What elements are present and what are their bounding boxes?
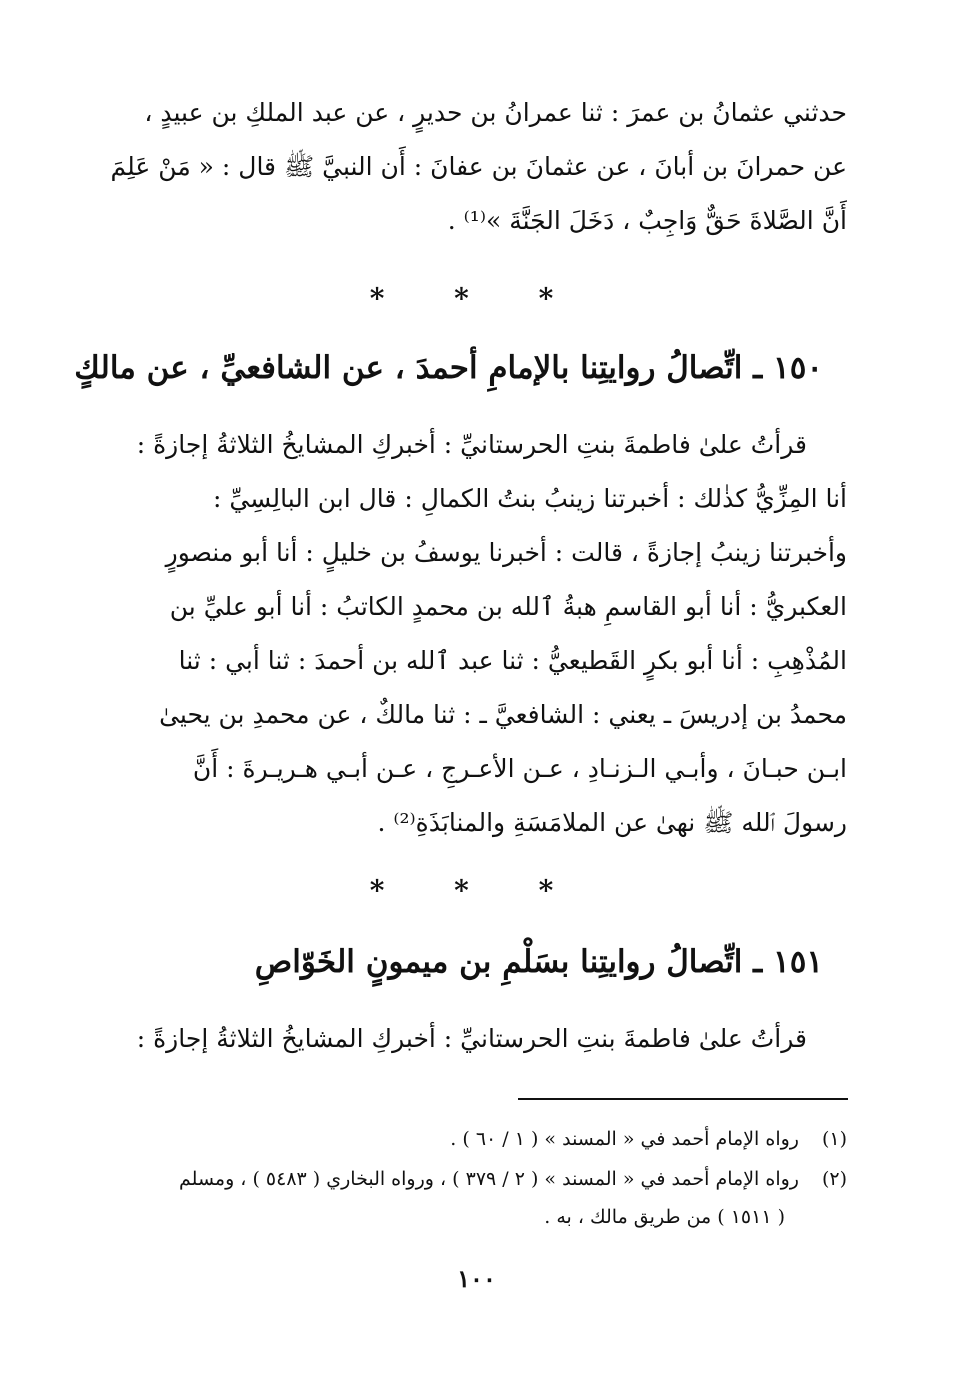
text-line: رسولَ ٱلله ﷺ نهىٰ عن الملامَسَةِ والمنابَذَةِ⁽²⁾ . — [377, 808, 847, 837]
footnote-text: ( ١٥١١ ) من طريق مالك ، به . — [544, 1206, 785, 1228]
footnote-text: رواه الإمام أحمد في « المسند » ( ٢ / ٣٧٩ ) ، ورواه البخاري ( ٥٤٨٣ ) ، ومسلم — [179, 1168, 799, 1190]
section-separator: * * * — [369, 282, 584, 315]
section-150-paragraph — [102, 418, 847, 850]
text-line: قرأتُ علىٰ فاطمةَ بنتِ الحرستانيِّ : أخبركِ المشايخُ الثلاثةُ إجازةً : — [136, 1024, 807, 1053]
text-line: محمدُ بن إدريسَ ـ يعني : الشافعيَّ ـ : ثنا مالكٌ ، عن محمدِ بن يحيىٰ — [159, 700, 847, 729]
text-line: عن حمرانَ بن أبانَ ، عن عثمانَ بن عفانَ : أَن النبيَّ ﷺ قال : « مَنْ عَلِمَ — [110, 152, 847, 181]
section-heading-150: ١٥٠ ـ اتِّصالُ روايتِنا بالإمامِ أحمدَ ، عن الشافعيِّ ، عن مالكٍ — [74, 350, 823, 386]
section-heading-151: ١٥١ ـ اتِّصالُ روايتِنا بسَلْمِ بن ميمونٍ الخَوّاصِ — [254, 944, 823, 980]
footnote-number: (٢) — [821, 1168, 847, 1190]
top-paragraph — [102, 86, 847, 248]
page-number: ١٠٠ — [457, 1264, 496, 1293]
section-151-paragraph — [102, 1012, 847, 1066]
text-line: حدثني عثمانُ بن عمرَ : ثنا عمرانُ بن حديرٍ ، عن عبد الملكِ بن عبيدٍ ، — [144, 98, 847, 127]
text-line: المُذْهِبِ : أنا أبو بكرٍ القَطيعيُّ : ثنا عبد ٱلله بن أحمدَ : ثنا أبي : ثنا — [178, 646, 847, 675]
footnote-text: رواه الإمام أحمد في « المسند » ( ١ / ٦٠ ) . — [450, 1128, 799, 1150]
footnote-number: (١) — [821, 1128, 847, 1150]
footnote-2 — [102, 1160, 847, 1236]
footnote-divider — [518, 1098, 848, 1100]
section-separator: * * * — [369, 874, 584, 907]
text-line: ابـن حبـانَ ، وأبـي الـزنـادِ ، عـن الأعـرجِ ، عـن أبـي هـريـرةَ : أَنَّ — [192, 754, 847, 783]
text-line: أنا المِزِّيُّ كذٰلك : أخبرتنا زينبُ بنتُ الكمالِ : قال ابن البالِسِيِّ : — [212, 484, 847, 513]
footnote-1 — [102, 1120, 847, 1158]
text-line: وأخبرتنا زينبُ إجازةً ، قالت : أخبرنا يوسفُ بن خليلٍ : أنا أبو منصورٍ — [165, 538, 847, 567]
text-line: أَنَّ الصَّلاةَ حَقٌّ وَاجِبٌ ، دَخَلَ الجَنَّةَ »⁽¹⁾ . — [447, 206, 847, 235]
text-line: العكبريُّ : أنا أبو القاسمِ هبةُ ٱلله بن محمدٍ الكاتبُ : أنا أبو عليِّ بن — [169, 592, 847, 621]
text-line: قرأتُ علىٰ فاطمةَ بنتِ الحرستانيِّ : أخبركِ المشايخُ الثلاثةُ إجازةً : — [136, 430, 807, 459]
